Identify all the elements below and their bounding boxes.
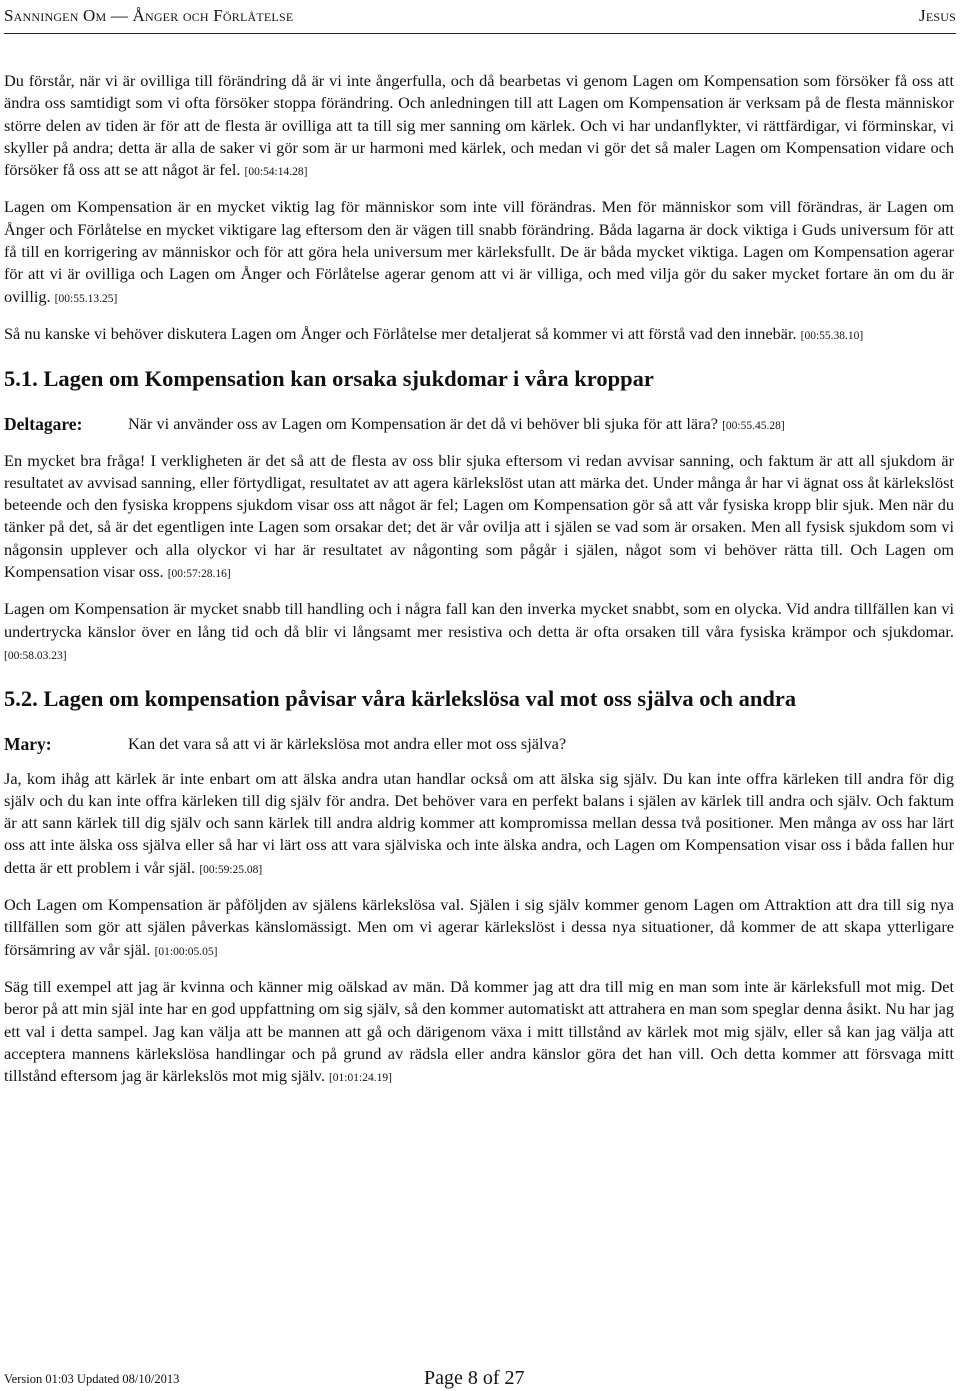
page-header [4,6,956,26]
paragraph: Säg till exempel att jag är kvinna och känner mig oälskad av män. Då kommer jag att dra till mig en man som inte är kärleksfull mot mig. Det beror på att min själ inte har en god uppfattning om sig själv, så den kommer automatiskt att attrahera en man som speglar denna åsikt. Nu har jag ett val i detta sampel. Jag kan välja att be mannen att gå och därigenom växa i mitt tillstånd av kärlek mot mig själv, eller så kan jag välja att acceptera mannens kärlekslösa handlingar och på grund av rädsla eller andra känslor göra det han vill. Och detta kommer att försvaga mitt tillstånd eftersom jag är kärlekslös mot mig själv. [01:01:24.19] [4,976,954,1086]
paragraph: Lagen om Kompensation är en mycket viktig lag för människor som inte vill förändras. Men för människor som vill förändras, är Lagen om Ånger och Förlåtelse en mycket viktigare lag eftersom den är vägen till snabb förändring. Båda lagarna är dock viktiga i Guds universum för att få till en korrigering av människor och för att göra hela universum mer kärleksfullt. De är båda mycket viktiga. Lagen om Kompensation agerar för att vi är ovilliga och Lagen om Ånger och Förlåtelse agerar genom att vi är villiga, och med vilja gör du saker mycket fortare än om du är ovillig. [00:55.13.25] [4,197,954,306]
paragraph: Så nu kanske vi behöver diskutera Lagen om Ånger och Förlåtelse mer detaljerat så kommer vi att förstå vad den innebär. [00:55.38.10] [4,323,864,343]
question-text: När vi använder oss av Lagen om Kompensation är det då vi behöver bli sjuka för att lära? [00:55.45.28] [128,414,785,434]
timestamp: [00:55.38.10] [800,329,864,342]
version-info: Version 01:03 Updated 08/10/2013 [4,1372,180,1386]
paragraph: Ja, kom ihåg att kärlek är inte enbart om att älska andra utan handlar också om att älska sig själv. Du kan inte offra kärleken till andra för dig själv och du kan inte offra kärleken till dig själv för andra. Det behöver vara en perfekt balans i själen av kärlek till andra och själv. Och faktum är att sann kärlek till dig själv och sann kärlek till andra aldrig kommer att kompromissa mellan dessa två positioner. Men många av oss har lärt oss att inte älska oss själva eller så har vi lärt oss att vara själviska och inte älska andra, och Lagen om Kompensation visar oss i båda fallen hur detta är ett problem i vår själ. [00:59:25.08] [4,768,954,877]
section-heading: 5.2. Lagen om kompensation påvisar våra kärlekslösa val mot oss själva och andra [4,686,797,712]
timestamp: [01:01:24.19] [328,1072,392,1085]
speaker-label: Deltagare: [4,414,83,435]
header-divider [4,33,956,34]
timestamp: [00:55.45.28] [722,420,785,433]
timestamp: [00:54:14.28] [244,166,308,179]
document-title: Sanningen Om — Ånger och Förlåtelse [4,6,294,25]
paragraph: Du förstår, när vi är ovilliga till förändring då är vi inte ångerfulla, och då bearbetas vi genom Lagen om Kompensation som försöker få oss att ändra oss samtidigt som vi ofta försöker stoppa förändring. Och anledningen till att Lagen om Kompensation är verksam på de flesta människor större delen av tiden är för att de flesta är ovilliga att ta till sig mer sanning om kärlek. Och vi har undanflykter, vi rättfärdigar, vi förminskar, vi skyller på andra; detta är alla de saker vi gör som är ur harmoni med kärlek, och medan vi gör det så maler Lagen om Kompensation vidare och försöker få oss att se att något är fel. [00:54:14.28] [4,71,954,180]
page-footer [4,1362,956,1390]
page-number: Page 8 of 27 [424,1367,525,1389]
paragraph: Lagen om Kompensation är mycket snabb till handling och i några fall kan den inverka mycket snabbt, som en olycka. Vid andra tillfällen kan vi undertrycka känslor över en lång tid och då blir vi långsamt mer resistiva och detta är ofta orsaken till våra fysiska krämpor och sjukdomar. [00:58.03.23] [4,599,954,662]
document-author: Jesus [919,6,956,25]
section-heading: 5.1. Lagen om Kompensation kan orsaka sjukdomar i våra kroppar [4,366,654,392]
timestamp: [00:58.03.23] [4,649,67,662]
question-row [4,413,954,437]
timestamp: [00:55.13.25] [54,292,118,305]
timestamp: [00:59:25.08] [199,863,263,876]
paragraph: En mycket bra fråga! I verkligheten är det så att de flesta av oss blir sjuka eftersom vi redan avvisar sanning, och faktum är att all sjukdom är resultatet av avvisad sanning, eller förtydligat, resultatet av att agera kärlekslöst utan att märka det. Under många år har vi ägnat oss åt kärlekslöst beteende och den fysiska kroppens sjukdom visar oss att något är fel; Lagen om Kompensation gör så att vår fysiska kropp blir sjuk. Men när du tänker på det, så är det egentligen inte Lagen som orsakar det; det är vår ovilja att i själen se vad som är orsaken. Men all fysisk sjukdom som vi någonsin upplever och alla olyckor vi har är resultatet av någonting som pågår i själen, något som vi behöver rätta till. Och Lagen om Kompensation visar oss. [00:57:28.16] [4,450,954,582]
question-text: Kan det vara så att vi är kärlekslösa mot andra eller mot oss själva? [128,734,567,754]
speaker-label: Mary: [4,734,52,755]
timestamp: [00:57:28.16] [167,568,231,581]
timestamp: [01:00:05.05] [154,945,218,958]
page-body [4,70,954,1102]
paragraph: Och Lagen om Kompensation är påföljden av själens kärlekslösa val. Själen i sig själv kommer genom Lagen om Attraktion att dra till sig nya tillfällen som gör att själen påverkas känslomässigt. Men om vi agerar kärlekslöst i dessa nya situationer, då kommer de att skapa ytterligare försämring av vår själ. [01:00:05.05] [4,895,954,959]
question-row [4,733,954,755]
